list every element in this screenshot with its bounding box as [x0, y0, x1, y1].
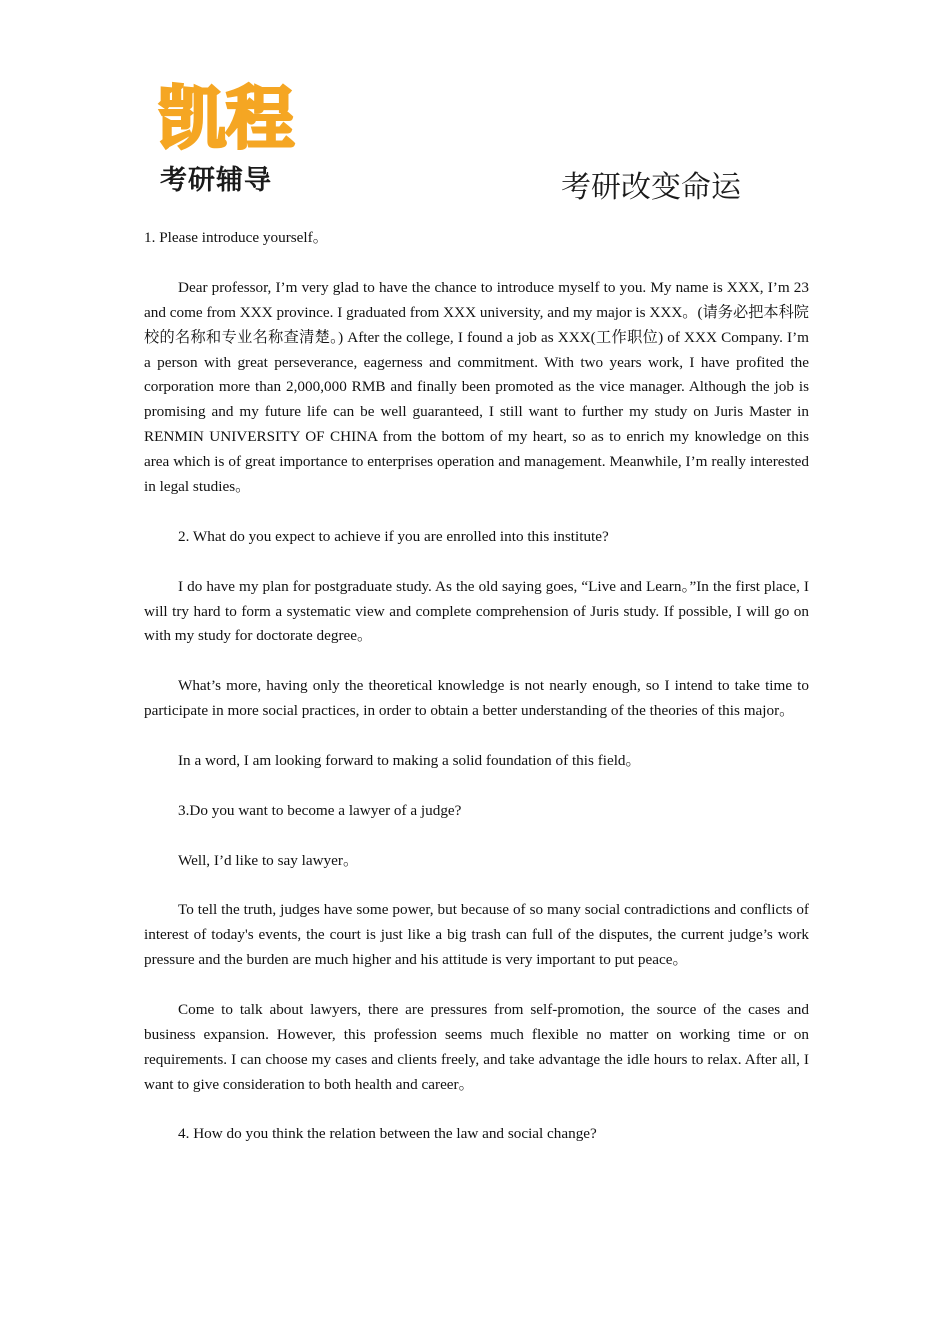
header-slogan: 考研改变命运	[561, 170, 741, 205]
question-3: 3.Do you want to become a lawyer of a judge?	[178, 801, 462, 819]
answer-3-paragraph-3: Come to talk about lawyers, there are pressures from self-promotion, the source of the cases and business expansion. However, this profession seems much flexible no matter on working time or on requirements. I can choose my cases and clients freely, and take advantage the idle hours to relax. After all, I want to give consideration to both health and career。	[144, 1000, 809, 1093]
question-1: 1. Please introduce yourself。	[144, 229, 328, 246]
answer-3-paragraph-1: Well, I’d like to say lawyer。	[178, 851, 359, 869]
kaicheng-logo-icon	[150, 76, 302, 156]
brand-logo	[150, 76, 302, 198]
answer-3-paragraph-2: To tell the truth, judges have some power, but because of so many social contradictions and conflicts of interest of today's events, the court is just like a big trash can full of the disputes, the current judge’s work pressure and the burden are much higher and his attitude is very important to put peace。	[144, 901, 809, 969]
answer-1: Dear professor, I’m very glad to have the chance to introduce myself to you. My name is XXX, I’m 23 and come from XXX province. I graduated from XXX university, and my major is XXX。(请务必把本科院校的名称和专业名称查清楚。) After the college, I found a job as XXX(工作职位) of XXX Company. I’m a person with great perseverance, eagerness and commitment. With two years work, I have profited the corporation more than 2,000,000 RMB and finally been promoted as the vice manager. Although the job is promising and my future life can be well guaranteed, I still want to further my study on Juris Master in RENMIN UNIVERSITY OF CHINA from the bottom of my heart, so as to enrich my knowledge on this area which is of great importance to enterprises operation and management. Meanwhile, I’m really interested in legal studies。	[144, 278, 809, 496]
logo-mark-text: 凯程	[157, 80, 295, 156]
answer-2-paragraph-2: What’s more, having only the theoretical knowledge is not nearly enough, so I intend to take time to participate in more social practices, in order to obtain a better understanding of the theories of this major。	[144, 677, 809, 720]
document-body	[144, 226, 809, 1172]
question-4: 4. How do you think the relation between the law and social change?	[178, 1125, 597, 1143]
answer-2-paragraph-3: In a word, I am looking forward to making a solid foundation of this field。	[178, 751, 641, 769]
question-2: 2. What do you expect to achieve if you are enrolled into this institute?	[178, 527, 609, 545]
answer-2-paragraph-1: I do have my plan for postgraduate study. As the old saying goes, “Live and Learn。”In the first place, I will try hard to form a systematic view and complete comprehension of Juris study. If possible, I will go on with my study for doctorate degree。	[144, 577, 809, 645]
logo-subtitle: 考研辅导	[160, 165, 272, 196]
